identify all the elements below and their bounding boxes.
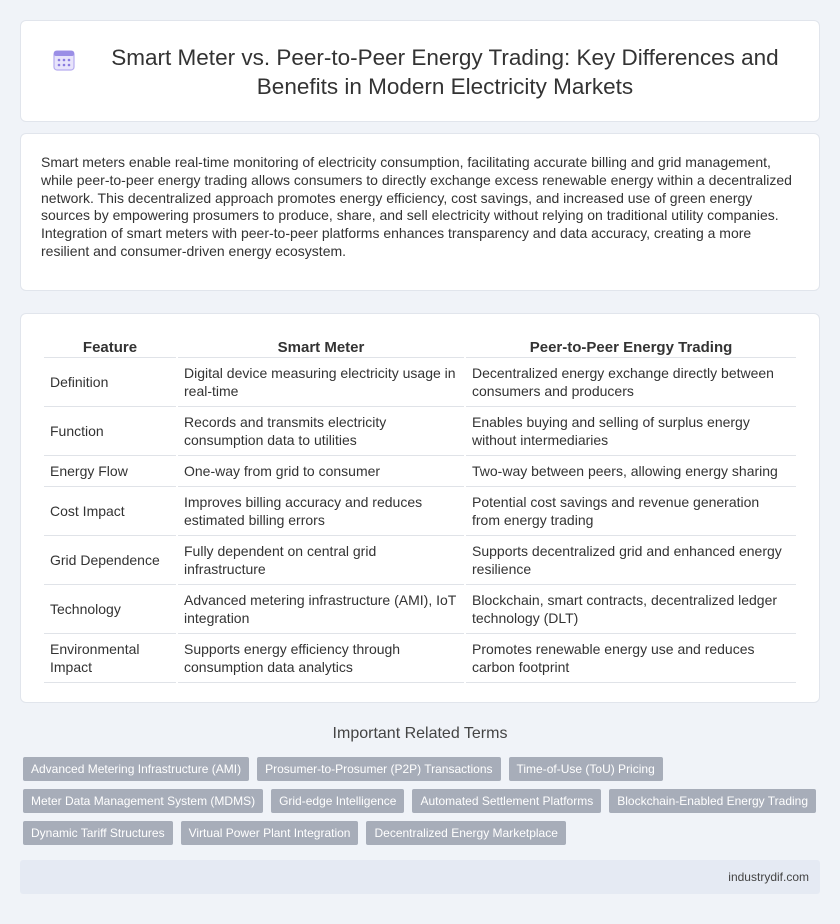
row-p2p: Supports decentralized grid and enhanced energy resilience (466, 536, 796, 585)
tag-row (23, 757, 823, 781)
row-smart-meter: Fully dependent on central grid infrastructure (178, 536, 464, 585)
header-card (20, 20, 820, 122)
row-smart-meter: Improves billing accuracy and reduces estimated billing errors (178, 487, 464, 536)
row-smart-meter: Records and transmits electricity consumption data to utilities (178, 407, 464, 456)
row-feature: Environmental Impact (44, 634, 176, 683)
row-feature: Energy Flow (44, 456, 176, 487)
tag-marketplace[interactable]: Decentralized Energy Marketplace (366, 821, 565, 845)
header-feature: Feature (44, 334, 176, 358)
tag-mdms[interactable]: Meter Data Management System (MDMS) (23, 789, 263, 813)
tag-blockchain-trading[interactable]: Blockchain-Enabled Energy Trading (609, 789, 816, 813)
tag-ami[interactable]: Advanced Metering Infrastructure (AMI) (23, 757, 249, 781)
row-feature: Cost Impact (44, 487, 176, 536)
table-row (44, 585, 796, 634)
comparison-card (20, 313, 820, 703)
related-terms-tags (23, 757, 823, 853)
tag-row (23, 821, 823, 845)
comparison-table (42, 334, 798, 683)
row-feature: Technology (44, 585, 176, 634)
row-feature: Definition (44, 358, 176, 407)
footer (20, 860, 820, 894)
row-feature: Function (44, 407, 176, 456)
table-row (44, 358, 796, 407)
table-row (44, 407, 796, 456)
table-row (44, 487, 796, 536)
row-p2p: Blockchain, smart contracts, decentralized ledger technology (DLT) (466, 585, 796, 634)
page-title: Smart Meter vs. Peer-to-Peer Energy Trading: Key Differences and Benefits in Modern Electricity Markets (111, 45, 779, 99)
row-p2p: Potential cost savings and revenue generation from energy trading (466, 487, 796, 536)
tag-settlement[interactable]: Automated Settlement Platforms (412, 789, 601, 813)
row-p2p: Promotes renewable energy use and reduces carbon footprint (466, 634, 796, 683)
row-p2p: Enables buying and selling of surplus energy without intermediaries (466, 407, 796, 456)
table-row (44, 634, 796, 683)
row-smart-meter: Digital device measuring electricity usage in real-time (178, 358, 464, 407)
tag-row (23, 789, 823, 813)
tag-dynamic-tariff[interactable]: Dynamic Tariff Structures (23, 821, 173, 845)
calendar-icon (52, 48, 76, 72)
intro-paragraph: Smart meters enable real-time monitoring of electricity consumption, facilitating accurate billing and grid management, while peer-to-peer energy trading allows consumers to directly exchange excess renewable energy within a decentralized network. This decentralized approach promotes energy efficiency, cost savings, and increased use of green energy sources by empowering prosumers to produce, share, and sell electricity without relying on traditional utility companies. Integration of smart meters with peer-to-peer platforms enhances transparency and data accuracy, creating a more resilient and consumer-driven energy ecosystem. (41, 154, 792, 259)
row-p2p: Two-way between peers, allowing energy sharing (466, 456, 796, 487)
row-smart-meter: Advanced metering infrastructure (AMI), IoT integration (178, 585, 464, 634)
row-feature: Grid Dependence (44, 536, 176, 585)
tag-tou-pricing[interactable]: Time-of-Use (ToU) Pricing (509, 757, 663, 781)
row-smart-meter: Supports energy efficiency through consumption data analytics (178, 634, 464, 683)
row-smart-meter: One-way from grid to consumer (178, 456, 464, 487)
related-terms-title: Important Related Terms (332, 725, 508, 742)
footer-site[interactable]: industrydif.com (728, 870, 809, 884)
table-header-row (44, 334, 796, 358)
tag-p2p-transactions[interactable]: Prosumer-to-Prosumer (P2P) Transactions (257, 757, 500, 781)
tag-vpp[interactable]: Virtual Power Plant Integration (181, 821, 359, 845)
header-p2p-trading: Peer-to-Peer Energy Trading (466, 334, 796, 358)
tag-grid-edge[interactable]: Grid-edge Intelligence (271, 789, 404, 813)
table-row (44, 456, 796, 487)
row-p2p: Decentralized energy exchange directly between consumers and producers (466, 358, 796, 407)
header-smart-meter: Smart Meter (178, 334, 464, 358)
table-row (44, 536, 796, 585)
intro-card (20, 133, 820, 291)
